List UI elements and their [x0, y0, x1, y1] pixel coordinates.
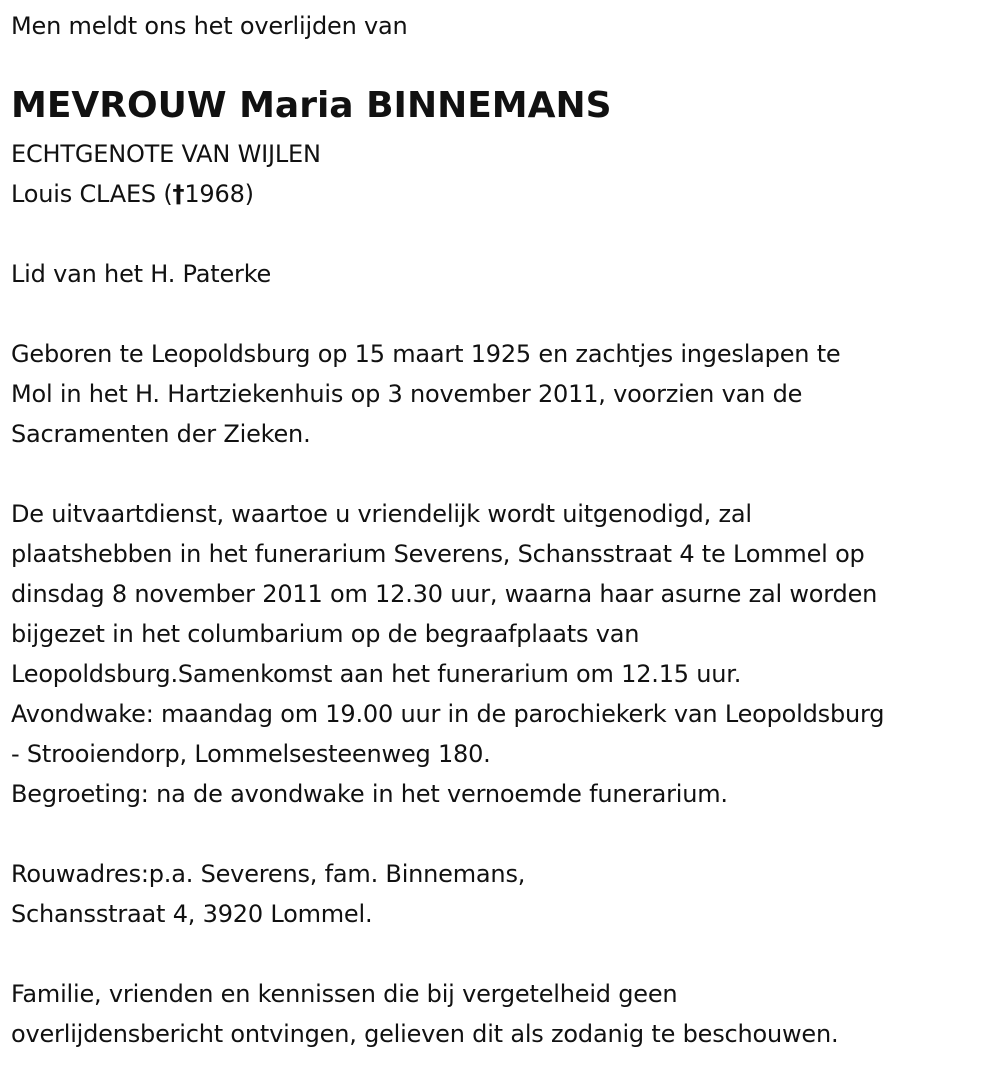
spacer	[11, 454, 996, 494]
membership-text: Lid van het H. Paterke	[11, 260, 272, 288]
closing-paragraph	[11, 974, 996, 1054]
paragraph-line: plaatshebben in het funerarium Severens, Schansstraat 4 te Lommel op	[11, 540, 865, 568]
address-line: Rouwadres:p.a. Severens, fam. Binnemans,	[11, 860, 526, 888]
paragraph-line: Sacramenten der Zieken.	[11, 420, 311, 448]
paragraph-line: Mol in het H. Hartziekenhuis op 3 november 2011, voorzien van de	[11, 380, 803, 408]
ceremony-paragraph	[11, 494, 996, 814]
deceased-name: MEVROUW Maria BINNEMANS	[11, 85, 612, 126]
spouse-line	[11, 174, 996, 214]
birth-death-paragraph	[11, 334, 996, 454]
obituary-notice	[11, 6, 996, 1054]
intro-text: Men meldt ons het overlijden van	[11, 12, 408, 40]
address-line: Schansstraat 4, 3920 Lommel.	[11, 900, 373, 928]
paragraph-line: Geboren te Leopoldsburg op 15 maart 1925 en zachtjes ingeslapen te	[11, 340, 841, 368]
spouse-death-year: 1968)	[184, 180, 254, 208]
spacer	[11, 814, 996, 854]
paragraph-line: overlijdensbericht ontvingen, gelieven dit als zodanig te beschouwen.	[11, 1020, 839, 1048]
paragraph-line: Familie, vrienden en kennissen die bij vergetelheid geen	[11, 980, 678, 1008]
cross-icon: †	[172, 180, 185, 208]
spacer	[11, 934, 996, 974]
paragraph-line: Leopoldsburg.Samenkomst aan het funerarium om 12.15 uur.	[11, 660, 742, 688]
relation-text: ECHTGENOTE VAN WIJLEN	[11, 140, 321, 168]
spouse-name: Louis CLAES (	[11, 180, 173, 208]
spacer	[11, 214, 996, 254]
wake-location-line: - Strooiendorp, Lommelsesteenweg 180.	[11, 740, 491, 768]
paragraph-line: dinsdag 8 november 2011 om 12.30 uur, waarna haar asurne zal worden	[11, 580, 878, 608]
paragraph-line: bijgezet in het columbarium op de begraafplaats van	[11, 620, 640, 648]
greeting-line: Begroeting: na de avondwake in het vernoemde funerarium.	[11, 780, 728, 808]
wake-line: Avondwake: maandag om 19.00 uur in de parochiekerk van Leopoldsburg	[11, 700, 885, 728]
paragraph-line: De uitvaartdienst, waartoe u vriendelijk wordt uitgenodigd, zal	[11, 500, 752, 528]
spacer	[11, 294, 996, 334]
mourning-address	[11, 854, 996, 934]
